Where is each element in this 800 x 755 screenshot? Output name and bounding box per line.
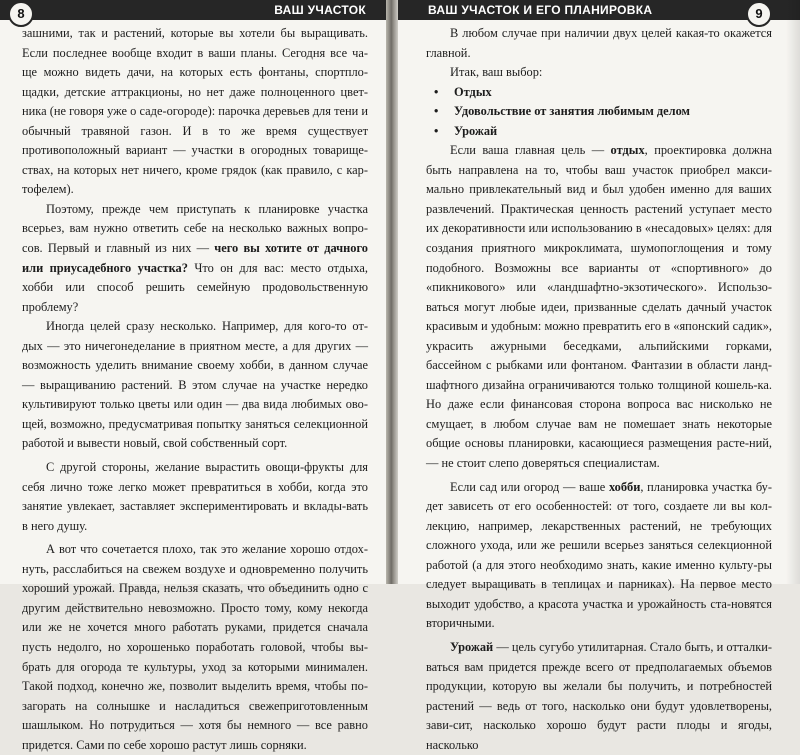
left-page	[0, 0, 386, 752]
text-run: , проектировка должна быть направлена на то, чтобы ваш участок приобрел макси-мально привлекательный вид и был удобен именно для ваших развлечений. Практическая ценность растений уступает место их декоративности или использованию в «несадовых» целях: для создания приятного микроклимата, шумопоглощения и тому подобного. Возможны все варианты от «спортивного» до «пикникового» или «ландшафтно-экзотического». Использо-ваться могут любые идеи, призванные сделать дачный участок красивым и удобным: можно превратить его в «японский садик», украсить ажурными беседками, альпийскими горками, бассейном с рыбками или фонтаном. Фантазии в области ланд-шафтного дизайна ограничиваются только толщиной кошель-ка. Но даже если финансовая сторона вопроса вас нисколько не смущает, в любом случае вам не помешает знать некоторые общие основы планировки, касающиеся размещения расте-ний, — не стоит слепо доверяться специалистам.	[426, 143, 772, 471]
text-line: тени и обычный травяной газон. И в то же время существует	[22, 104, 369, 138]
paragraph: Итак, ваш выбор:	[450, 65, 543, 80]
bold-term: Урожай	[450, 639, 494, 654]
paragraph: С другой стороны, желание вырастить овощи-фрукты для себя лично тоже легко может превратиться в хобби, когда это занятие увлекает, заставляет экспериментировать и вклады-вать в него душу.	[22, 460, 368, 533]
right-page-text	[426, 24, 772, 755]
text-run: Если сад или огород — ваше	[450, 479, 609, 494]
running-head-left: ВАШ УЧАСТОК	[0, 0, 386, 20]
right-page	[398, 0, 800, 752]
paragraph: В любом случае при наличии двух целей какая-то окажется главной.	[426, 26, 772, 60]
book-gutter	[386, 0, 398, 584]
list-item: • Урожай	[426, 122, 772, 142]
paragraph: А вот что сочетается плохо, так это желание хорошо отдох-нуть, расслабиться на свежем воздухе и одновременно получить хороший урожай. Правда, нельзя сказать, что объединить одно с другим действительно невозможно. Просто тому, кому некогда или же не хочется много работать руками, придется сначала пусть недолго, но хорошенько поработать головой, чтобы вы-брать для огорода те культуры, уход за которыми минимален. Такой подход, конечно же, позволит выделить время, чтобы по-загорать на солнышке и насладиться свежеприготовленным шашлыком. Но потрудиться — хотя бы немного — все равно придется. Сами по себе хорошо растут лишь сорняки.	[22, 542, 368, 752]
text-line: ще можно видеть дачи, на которых есть фонтаны, спортпло-	[22, 65, 368, 80]
text-run: Поэтому, прежде чем приступать к планировке участка всерьез, вам нужно ответить себе на несколько важных вопро-сов. Первый и главный из них —	[22, 201, 368, 256]
text-line: ника (не говоря уже о саде-огороде): парочка деревьев для	[22, 104, 331, 119]
page-number-right: 9	[746, 1, 772, 27]
page-number-left: 8	[8, 1, 34, 27]
list-item: • Удовольствие от занятия любимым делом	[426, 102, 772, 122]
text-run: Что он для вас: место отдыха, хобби или способ решить семейную продовольственную проблему?	[22, 260, 368, 314]
paragraph	[426, 638, 772, 755]
text-run: , планировка участка бу-дет зависеть от его особенностей: от того, создаете ли вы кол-лекцию, например, лекарственных растений, не требующих сложного ухода, или же решили всерьез заняться селекционной работой (а для этого необходимо знать, какие именно культу-ры следует выращивать в теплицах и парниках). На первое место выходит удобство, а красота участка и урожайность ста-новятся вторичными.	[426, 479, 772, 631]
text-line: тофелем).	[22, 182, 74, 197]
list-item: • Отдых	[426, 83, 772, 103]
text-run: — цель сугубо утилитарная. Стало быть, и отталки-ваться вам придется прежде всего от предполагаемых объемов продукции, которую вы желали бы получить, и потребностей растений — ведь от того, насколько они будут удовлетворены, зави-сит, насколько хорошо будут расти плоды и ягоды, насколько	[426, 639, 772, 752]
bold-question: чего вы хотите от дачного или приусадебного участка?	[22, 241, 368, 275]
paragraph: Иногда целей сразу несколько. Например, для кого-то от-дых — это ничегонеделание в приятном месте, а для других — возможность уделить внимание своему хобби, в данном случае — выращиванию растений. В этом случае на участке нередко культивируют только цветы или один — два вида любимых ово-щей, возможно, предусматривая попытку заняться селекционной работой и вывести новый, свой собственный сорт.	[22, 319, 368, 451]
paragraph	[426, 478, 772, 634]
bold-term: хобби	[608, 479, 641, 494]
left-page-text	[22, 24, 368, 755]
paragraph	[22, 24, 368, 200]
page-edge-shadow	[786, 0, 800, 584]
text-line: противоположный вариант — участки в огородных товарище-	[22, 143, 368, 158]
paragraph	[426, 141, 772, 473]
text-line: щадки, детские аттракционы, но нет даже полноценного цвет-	[22, 84, 368, 99]
text-line: Если последнее вообще входит в ваши планы. Сегодня все ча-	[22, 45, 368, 60]
text-run: Если ваша главная цель —	[450, 143, 611, 158]
paragraph	[22, 200, 368, 317]
running-head-right: ВАШ УЧАСТОК И ЕГО ПЛАНИРОВКА	[398, 0, 800, 20]
bold-term: отдых	[610, 143, 645, 158]
text-line: зашними, так и растений, которые вы хотели бы выращивать.	[22, 26, 368, 40]
text-line: ствах, на которых нет ничего, кроме грядок (как правило, с кар-	[22, 162, 368, 177]
